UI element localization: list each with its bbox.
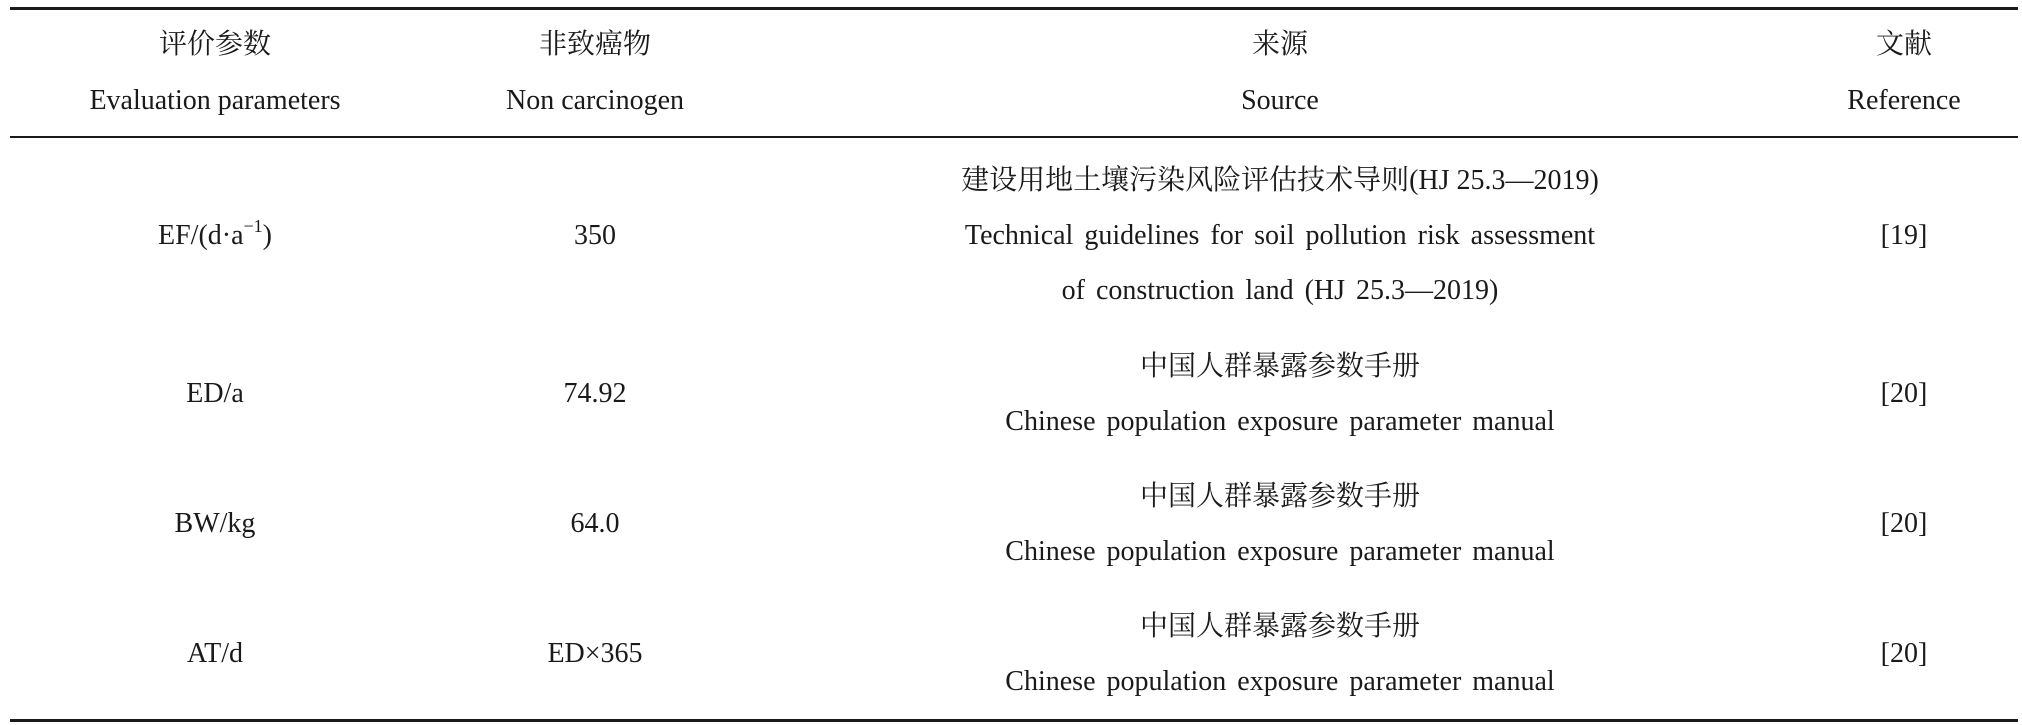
source-zh: 中国人群暴露参数手册: [1139, 350, 1420, 382]
source-zh: 中国人群暴露参数手册: [1139, 480, 1420, 512]
param-ef-main: EF/(d·a: [157, 219, 244, 251]
header-param-zh: 评价参数: [158, 29, 271, 60]
table-row-ed: [10, 328, 2018, 459]
source-en-line-2: of construction land (HJ 25.3—2019): [1061, 274, 1499, 306]
header-evaluation-parameters: [10, 9, 420, 138]
exposure-parameter-table: [10, 7, 2018, 722]
cell-value: 74.92: [563, 378, 627, 409]
cell-reference: [20]: [1880, 508, 1928, 539]
header-source: [770, 9, 1790, 138]
source-en: Chinese population exposure parameter manual: [1005, 405, 1555, 437]
table-row-ef: [10, 137, 2018, 328]
cell-reference: [19]: [1880, 219, 1928, 251]
cell-source: [770, 328, 1790, 459]
header-ref-en: Reference: [1847, 85, 1961, 116]
header-non-carcinogen: [420, 9, 770, 138]
header-reference: [1790, 9, 2018, 138]
header-nc-en: Non carcinogen: [505, 85, 685, 116]
cell-reference: [20]: [1880, 638, 1928, 669]
cell-source: [770, 459, 1790, 588]
cell-source: [770, 588, 1790, 721]
exposure-parameter-table-container: [10, 7, 2018, 722]
source-zh: 中国人群暴露参数手册: [1139, 610, 1420, 642]
cell-param: AT/d: [187, 638, 243, 669]
cell-value: 350: [574, 219, 616, 251]
table-body: [10, 137, 2018, 721]
source-zh: 建设用地土壤污染风险评估技术导则(HJ 25.3—2019): [961, 164, 1599, 196]
cell-value: ED×365: [547, 638, 643, 669]
source-en-line-1: Technical guidelines for soil pollution risk assessment: [964, 219, 1596, 251]
cell-source: [770, 137, 1790, 328]
header-row: [10, 9, 2018, 138]
param-ef-sup: −1: [243, 215, 263, 236]
source-en: Chinese population exposure parameter manual: [1005, 665, 1555, 697]
cell-value: 64.0: [570, 508, 620, 539]
cell-param: [10, 137, 420, 328]
source-en: Chinese population exposure parameter manual: [1005, 535, 1555, 567]
header-param-en: Evaluation parameters: [89, 85, 341, 116]
param-ef-tail: ): [262, 219, 272, 251]
cell-param: ED/a: [186, 378, 244, 409]
header-nc-zh: 非致癌物: [538, 29, 651, 60]
table-row-bw: [10, 459, 2018, 588]
cell-param: BW/kg: [174, 508, 256, 539]
table-header: [10, 9, 2018, 138]
header-src-en: Source: [1241, 85, 1319, 116]
table-row-at: [10, 588, 2018, 721]
header-src-zh: 来源: [1251, 29, 1308, 60]
cell-reference: [20]: [1880, 378, 1928, 409]
header-ref-zh: 文献: [1875, 29, 1932, 60]
